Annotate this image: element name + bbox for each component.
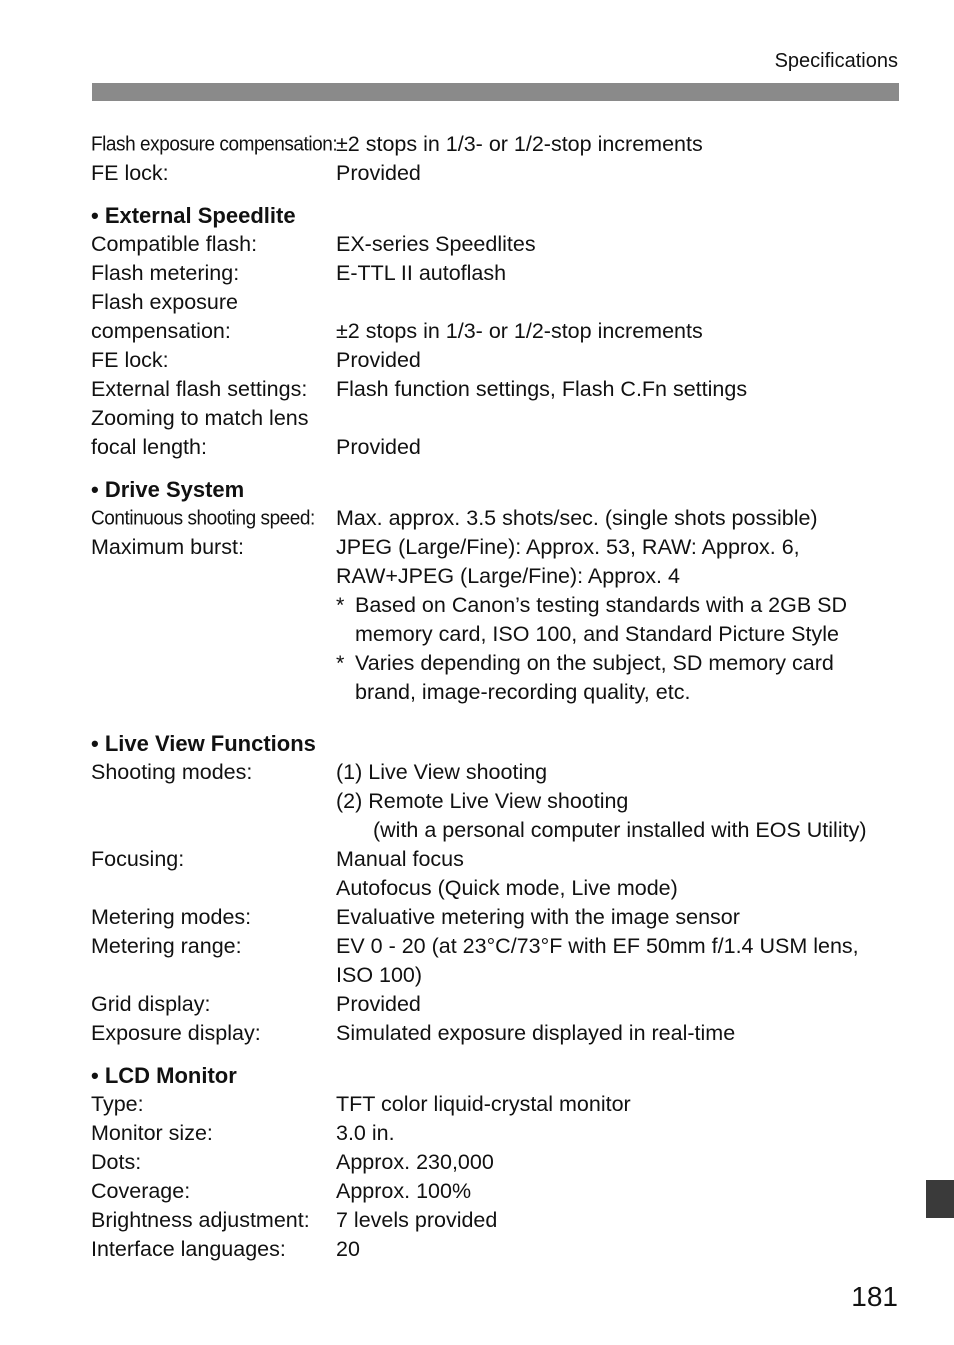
value-line: (2) Remote Live View shooting [336,789,629,813]
spec-row [91,433,901,462]
spec-label: Maximum burst: [91,535,244,559]
spec-row [91,1148,901,1177]
spec-label: Exposure display: [91,1021,261,1045]
footnote-text: Varies depending on the subject, SD memory card brand, image-recording quality, etc. [355,651,834,704]
footnote-text: Based on Canon’s testing standards with a 2GB SD memory card, ISO 100, and Standard Picture Style [355,593,848,646]
spec-label: Grid display: [91,992,211,1016]
spec-label: FE lock: [91,161,169,185]
spec-label: External flash settings: [91,377,308,401]
value-line: RAW+JPEG (Large/Fine): Approx. 4 [336,564,680,588]
spec-row [91,504,901,533]
spec-label: FE lock: [91,348,169,372]
spec-row [91,1177,901,1206]
spec-value: Max. approx. 3.5 shots/sec. (single shots possible) [336,506,818,530]
value-line: ISO 100) [336,963,423,987]
spec-row [91,375,901,404]
spec-row [91,1119,901,1148]
value-line: JPEG (Large/Fine): Approx. 53, RAW: Approx. 6, [336,535,800,559]
asterisk-marker: * [336,593,345,617]
spec-value-multiline [336,845,901,903]
spec-label: Coverage: [91,1179,191,1203]
page-number: 181 [851,1281,898,1312]
spec-content [91,130,901,1264]
spec-label: Type: [91,1092,144,1116]
value-line: EV 0 - 20 (at 23°C/73°F with EF 50mm f/1.4 USM lens, [336,934,859,958]
spec-label: Monitor size: [91,1121,213,1145]
spec-label: Interface languages: [91,1237,286,1261]
spec-label: Flash metering: [91,261,240,285]
spec-row [91,845,901,903]
value-line: (1) Live View shooting [336,760,548,784]
spec-value [336,288,901,317]
spec-value: Approx. 100% [336,1179,472,1203]
spec-row [91,932,901,990]
spec-value: 3.0 in. [336,1121,395,1145]
spec-row [91,758,901,845]
spec-value: ±2 stops in 1/3- or 1/2-stop increments [336,132,703,156]
spec-value: Flash function settings, Flash C.Fn settings [336,377,748,401]
section-heading-external-speedlite: • External Speedlite [91,203,296,228]
spec-value: Approx. 230,000 [336,1150,494,1174]
spec-label: Compatible flash: [91,232,258,256]
spec-row [91,1235,901,1264]
spec-row [91,404,901,433]
spec-row [91,903,901,932]
section-heading-lcd-monitor: • LCD Monitor [91,1063,237,1088]
spec-label: focal length: [91,435,207,459]
spec-label: Shooting modes: [91,760,253,784]
spec-row [91,159,901,188]
spec-row [91,230,901,259]
spec-row [91,533,901,707]
footnote [336,649,901,707]
asterisk-marker: * [336,651,345,675]
spec-row [91,130,901,159]
spec-row [91,990,901,1019]
spec-value [336,404,901,433]
spec-value: ±2 stops in 1/3- or 1/2-stop increments [336,319,703,343]
header-bar [92,83,899,101]
spec-value: Provided [336,435,421,459]
spec-value: Provided [336,161,421,185]
spec-label: Dots: [91,1150,142,1174]
spec-value: EX-series Speedlites [336,232,536,256]
spec-value-multiline [336,758,901,845]
running-header: Specifications [774,50,898,72]
footnote [336,591,901,649]
spec-value-multiline [336,932,901,990]
spec-row [91,1019,901,1048]
spec-label: Metering range: [91,934,242,958]
spec-value: Provided [336,348,421,372]
spec-row [91,1090,901,1119]
spec-label: Flash exposure compensation: [91,133,338,156]
spec-value-multiline [336,533,901,707]
spec-value: E-TTL II autoflash [336,261,507,285]
spec-label: Brightness adjustment: [91,1208,310,1232]
spec-value: 7 levels provided [336,1208,498,1232]
chapter-tab-marker [926,1180,954,1218]
spec-label: compensation: [91,319,231,343]
spec-value: Evaluative metering with the image sensor [336,905,740,929]
spec-row [91,259,901,288]
value-line: Manual focus [336,847,464,871]
spec-label: Flash exposure [91,290,238,314]
spec-value: TFT color liquid-crystal monitor [336,1092,631,1116]
spec-row [91,288,901,317]
section-heading-drive-system: • Drive System [91,477,245,502]
value-line: Autofocus (Quick mode, Live mode) [336,876,678,900]
spec-value: Simulated exposure displayed in real-time [336,1021,736,1045]
spec-label: Metering modes: [91,905,252,929]
value-line: (with a personal computer installed with EOS Utility) [373,818,867,842]
spec-label: Focusing: [91,847,185,871]
spec-label: Continuous shooting speed: [91,507,315,530]
spec-row [91,346,901,375]
spec-row [91,317,901,346]
spec-row [91,1206,901,1235]
spec-value: 20 [336,1237,360,1261]
section-heading-live-view: • Live View Functions [91,731,316,756]
spec-value: Provided [336,992,421,1016]
spec-label: Zooming to match lens [91,406,309,430]
